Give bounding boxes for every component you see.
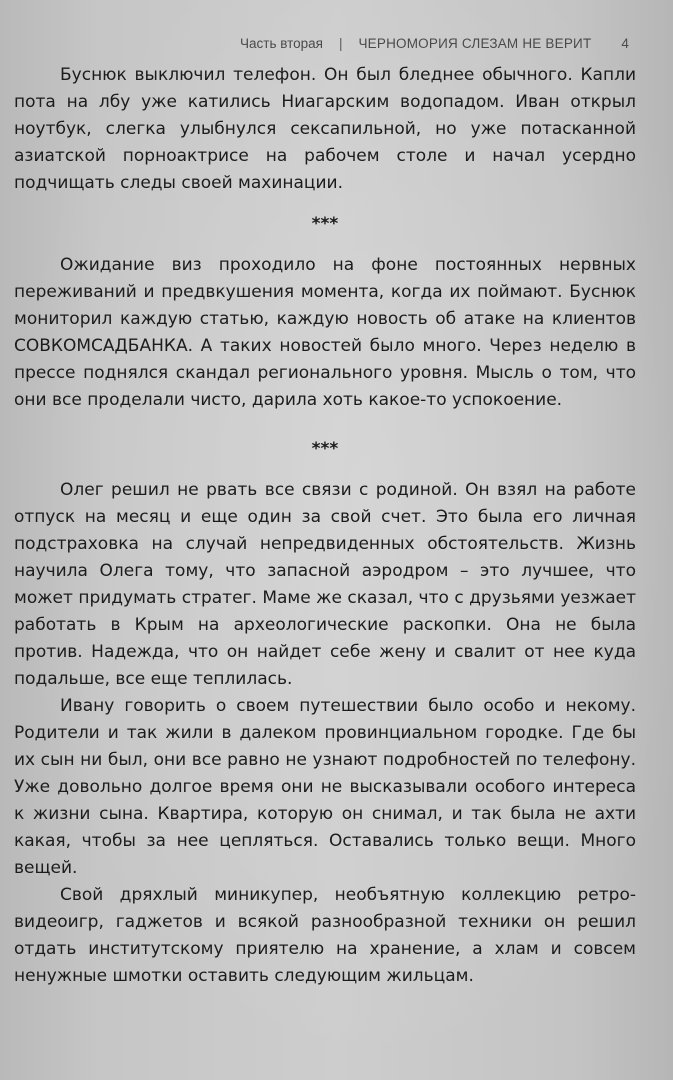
- paragraph-5: Свой дряхлый миникупер, необъятную коллекцию ретро-видеоигр, гаджетов и всякой разнообразной техники он решил отдать институтскому приятелю на хранение, а хлам и совсем ненужные шмотки оставить следующим жильцам.: [14, 885, 636, 986]
- body-text: [14, 62, 636, 990]
- paragraph-1: Буснюк выключил телефон. Он был бледнее обычного. Капли пота на лбу уже катились Ниагарским водопадом. Иван открыл ноутбук, слегка улыбнулся сексапильной, но уже потасканной азиатской порноактрисе на рабочем столе и начал усердно подчищать следы своей махинации.: [14, 65, 636, 193]
- paragraph-4: Ивану говорить о своем путешествии было особо и некому. Родители и так жили в далеком провинциальном городке. Где бы их сын ни был, они все равно не узнают подробностей по телефону. Уже довольно долгое время они не высказывали особого интереса к жизни сына. Квартира, которую он снимал, и так была не ахти какая, чтобы за нее цепляться. Оставались только вещи. Много вещей.: [14, 696, 636, 878]
- paragraph-3: Олег решил не рвать все связи с родиной. Он взял на работе отпуск на месяц и еще один за свой счет. Это была его личная подстраховка на случай непредвиденных обстоятельств. Жизнь научила Олега тому, что запасной аэродром – это лучшее, что может придумать стратег. Маме же сказал, что с друзьями уезжает работать в Крым на археологические раскопки. Она не была против. Надежда, что он найдет себе жену и свалит от нее куда подальше, все еще теплилась.: [14, 480, 636, 689]
- section-separator-1: ***: [311, 214, 339, 234]
- page-number: 4: [621, 36, 629, 51]
- header-part: Часть вторая: [240, 36, 323, 51]
- header-separator: |: [338, 36, 343, 51]
- header-title: ЧЕРНОМОРИЯ СЛЕЗАМ НЕ ВЕРИТ: [358, 36, 592, 51]
- section-separator-2: ***: [311, 439, 339, 459]
- running-header: [240, 36, 673, 51]
- paragraph-2: Ожидание виз проходило на фоне постоянных нервных переживаний и предвкушения момента, когда их поймают. Буснюк мониторил каждую статью, каждую новость об атаке на клиентов СОВКОМСАДБАНКА. А таких новостей было много. Через неделю в прессе поднялся скандал регионального уровня. Мысль о том, что они все проделали чисто, дарила хоть какое-то успокоение.: [14, 255, 636, 410]
